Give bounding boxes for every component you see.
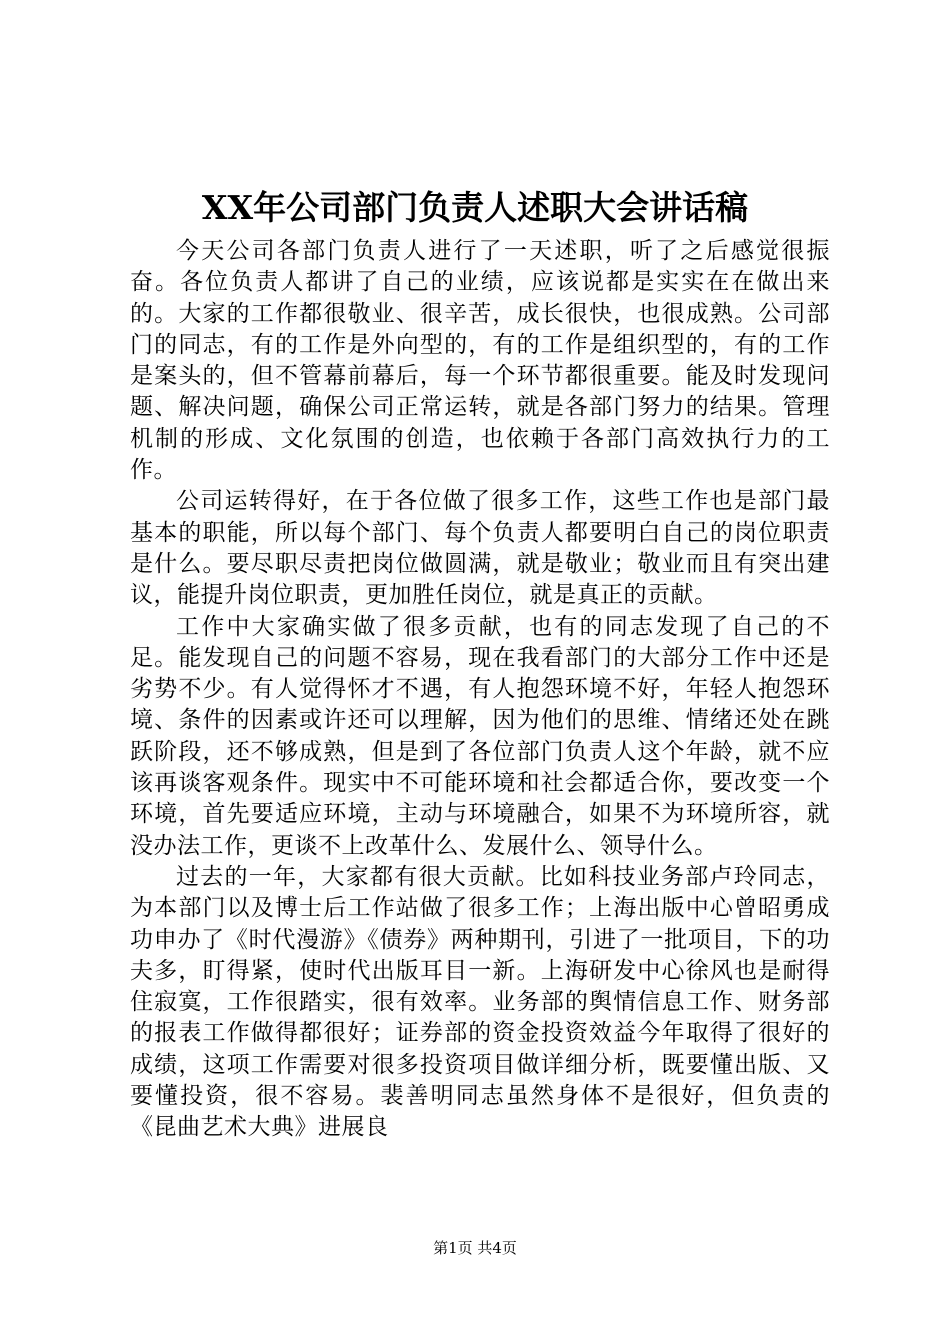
paragraph-4: 过去的一年，大家都有很大贡献。比如科技业务部卢玲同志，为本部门以及博士后工作站做了很多工作；上海出版中心曾昭勇成功申办了《时代漫游》《债券》两种期刊，引进了一批项目，下的功夫多，盯得紧，使时代出版耳目一新。上海研发中心徐风也是耐得住寂寞，工作很踏实，很有效率。业务部的舆情信息工作、财务部的报表工作做得都很好；证券部的资金投资效益今年取得了很好的成绩，这项工作需要对很多投资项目做详细分析，既要懂出版、又要懂投资，很不容易。裴善明同志虽然身体不是很好，但负责的《昆曲艺术大典》进展良 (130, 863, 830, 1141)
page-footer: 第1页 共4页 (433, 1239, 517, 1257)
paragraph-2: 公司运转得好，在于各位做了很多工作，这些工作也是部门最基本的职能，所以每个部门、每个负责人都要明白自己的岗位职责是什么。要尽职尽责把岗位做圆满，就是敬业；敬业而且有突出建议，能提升岗位职责，更加胜任岗位，就是真正的贡献。 (130, 488, 830, 609)
document-title: XX年公司部门负责人述职大会讲话稿 (201, 188, 749, 227)
paragraph-3: 工作中大家确实做了很多贡献，也有的同志发现了自己的不足。能发现自己的问题不容易，现在我看部门的大部分工作中还是劣势不少。有人觉得怀才不遇，有人抱怨环境不好，年轻人抱怨环境、条件的因素或许还可以理解，因为他们的思维、情绪还处在跳跃阶段，还不够成熟，但是到了各位部门负责人这个年龄，就不应该再谈客观条件。现实中不可能环境和社会都适合你，要改变一个环境，首先要适应环境，主动与环境融合，如果不为环境所容，就没办法工作，更谈不上改革什么、发展什么、领导什么。 (130, 613, 830, 859)
document-body (130, 236, 830, 1144)
paragraph-1: 今天公司各部门负责人进行了一天述职，听了之后感觉很振奋。各位负责人都讲了自己的业绩，应该说都是实实在在做出来的。大家的工作都很敬业、很辛苦，成长很快，也很成熟。公司部门的同志，有的工作是外向型的，有的工作是组织型的，有的工作是案头的，但不管幕前幕后，每一个环节都很重要。能及时发现问题、解决问题，确保公司正常运转，就是各部门努力的结果。管理机制的形成、文化氛围的创造，也依赖于各部门高效执行力的工作。 (130, 238, 830, 484)
